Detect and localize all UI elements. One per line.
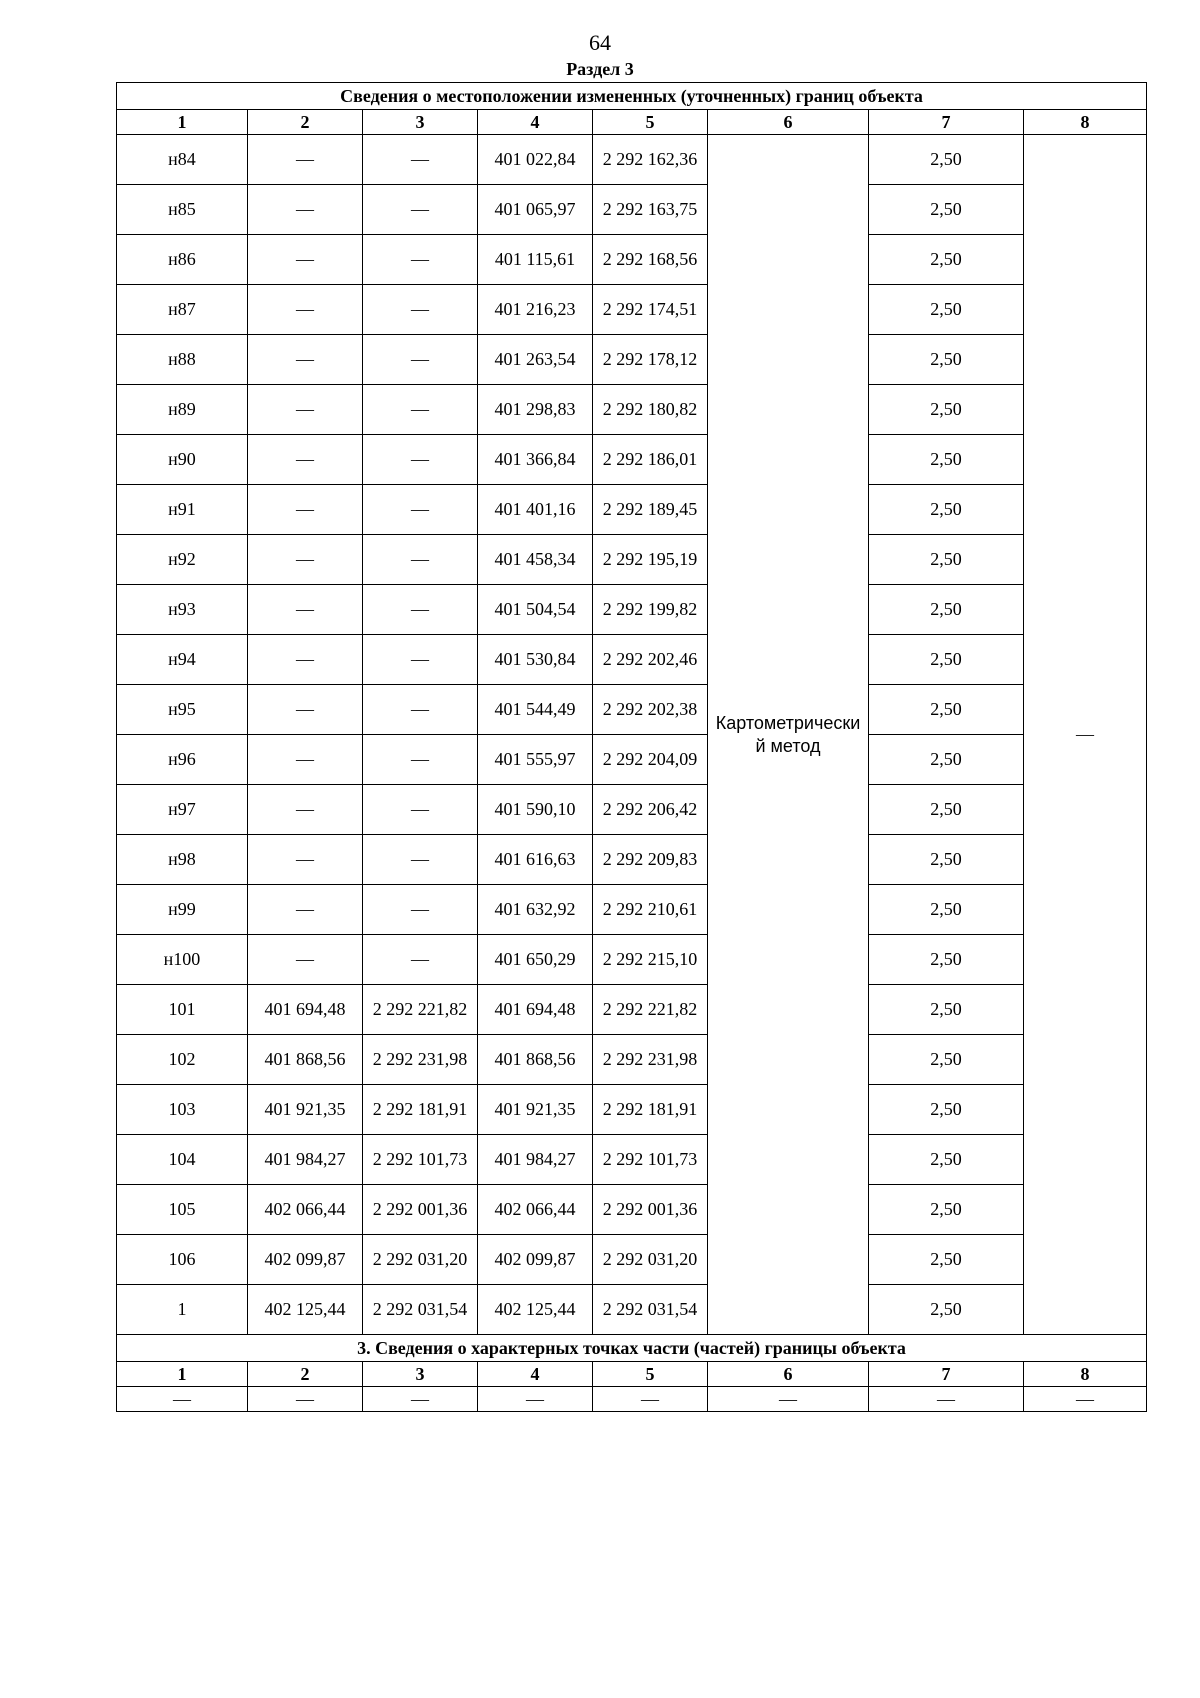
cell-c1: 103 xyxy=(117,1085,248,1135)
cell-c1: н98 xyxy=(117,835,248,885)
cell-c2: — xyxy=(248,685,363,735)
table-row xyxy=(117,685,1147,735)
cell-c7: 2,50 xyxy=(869,485,1024,535)
cell-c7: 2,50 xyxy=(869,135,1024,185)
cell-c2: — xyxy=(248,285,363,335)
table-row xyxy=(117,735,1147,785)
column-number: 5 xyxy=(593,110,708,135)
table2-title-row xyxy=(117,1335,1147,1362)
cell-c2: 402 125,44 xyxy=(248,1285,363,1335)
cell-c7: 2,50 xyxy=(869,835,1024,885)
col8-cell: — xyxy=(1024,135,1147,1335)
cell-c4: 401 401,16 xyxy=(478,485,593,535)
cell-c5: 2 292 210,61 xyxy=(593,885,708,935)
column-number: 1 xyxy=(117,1362,248,1387)
cell-c2: 401 984,27 xyxy=(248,1135,363,1185)
cell-c4: 401 616,63 xyxy=(478,835,593,885)
cell-c1: н97 xyxy=(117,785,248,835)
cell-c3: 2 292 231,98 xyxy=(363,1035,478,1085)
cell-c7: 2,50 xyxy=(869,585,1024,635)
table-row xyxy=(117,1185,1147,1235)
cell-c2: 402 099,87 xyxy=(248,1235,363,1285)
boundary-table xyxy=(116,82,1147,1412)
cell-c5: 2 292 215,10 xyxy=(593,935,708,985)
cell-c5: 2 292 189,45 xyxy=(593,485,708,535)
cell-c1: н92 xyxy=(117,535,248,585)
cell-c3: — xyxy=(363,885,478,935)
cell-c3: — xyxy=(363,685,478,735)
page-number: 64 xyxy=(589,30,611,55)
cell-c7: 2,50 xyxy=(869,635,1024,685)
cell-c7: 2,50 xyxy=(869,735,1024,785)
cell-c5: 2 292 101,73 xyxy=(593,1135,708,1185)
cell-c5: 2 292 202,38 xyxy=(593,685,708,735)
cell-c3: — xyxy=(363,535,478,585)
cell-c7: 2,50 xyxy=(869,885,1024,935)
column-number: 4 xyxy=(478,1362,593,1387)
cell-c2: — xyxy=(248,785,363,835)
column-number: 3 xyxy=(363,110,478,135)
cell-c1: 104 xyxy=(117,1135,248,1185)
cell-c5: 2 292 231,98 xyxy=(593,1035,708,1085)
cell-c4: 401 366,84 xyxy=(478,435,593,485)
cell-c4: 401 022,84 xyxy=(478,135,593,185)
cell-c2: — xyxy=(248,835,363,885)
cell-c7: 2,50 xyxy=(869,435,1024,485)
cell-c5: 2 292 031,20 xyxy=(593,1235,708,1285)
cell-c2: 401 868,56 xyxy=(248,1035,363,1085)
cell-c1: н87 xyxy=(117,285,248,335)
cell-c2: 401 921,35 xyxy=(248,1085,363,1135)
column-number: 8 xyxy=(1024,110,1147,135)
cell-c3: — xyxy=(363,835,478,885)
table-row xyxy=(117,635,1147,685)
table-row xyxy=(117,435,1147,485)
cell-c3: 2 292 001,36 xyxy=(363,1185,478,1235)
cell-c2: — xyxy=(248,535,363,585)
cell-c1: 1 xyxy=(117,1285,248,1335)
cell-c5: 2 292 209,83 xyxy=(593,835,708,885)
table-row xyxy=(117,385,1147,435)
column-number: 7 xyxy=(869,1362,1024,1387)
column-number: 1 xyxy=(117,110,248,135)
column-number: 6 xyxy=(708,110,869,135)
cell-c5: 2 292 174,51 xyxy=(593,285,708,335)
cell-c3: 2 292 031,54 xyxy=(363,1285,478,1335)
cell-c1: 101 xyxy=(117,985,248,1035)
cell-c2: — xyxy=(248,435,363,485)
cell-c5: 2 292 195,19 xyxy=(593,535,708,585)
cell-c7: 2,50 xyxy=(869,1285,1024,1335)
cell-c4: 401 868,56 xyxy=(478,1035,593,1085)
empty-cell: — xyxy=(593,1387,708,1412)
cell-c4: 401 530,84 xyxy=(478,635,593,685)
table-row xyxy=(117,335,1147,385)
empty-cell: — xyxy=(869,1387,1024,1412)
cell-c4: 401 065,97 xyxy=(478,185,593,235)
cell-c3: — xyxy=(363,235,478,285)
table-row xyxy=(117,135,1147,185)
cell-c5: 2 292 001,36 xyxy=(593,1185,708,1235)
table1-title: Сведения о местоположении измененных (уточненных) границ объекта xyxy=(117,83,1147,110)
table-row xyxy=(117,1085,1147,1135)
cell-c4: 402 125,44 xyxy=(478,1285,593,1335)
table-row xyxy=(117,835,1147,885)
cell-c4: 401 263,54 xyxy=(478,335,593,385)
cell-c7: 2,50 xyxy=(869,935,1024,985)
column-number: 4 xyxy=(478,110,593,135)
table-row xyxy=(117,885,1147,935)
cell-c4: 401 458,34 xyxy=(478,535,593,585)
cell-c4: 401 921,35 xyxy=(478,1085,593,1135)
cell-c5: 2 292 163,75 xyxy=(593,185,708,235)
table1-title-row xyxy=(117,83,1147,110)
column-number: 2 xyxy=(248,1362,363,1387)
table2-column-numbers xyxy=(117,1362,1147,1387)
cell-c4: 401 984,27 xyxy=(478,1135,593,1185)
table-row xyxy=(117,935,1147,985)
table-row xyxy=(117,985,1147,1035)
cell-c2: — xyxy=(248,635,363,685)
cell-c7: 2,50 xyxy=(869,385,1024,435)
cell-c2: — xyxy=(248,735,363,785)
cell-c4: 401 504,54 xyxy=(478,585,593,635)
cell-c3: 2 292 101,73 xyxy=(363,1135,478,1185)
cell-c5: 2 292 181,91 xyxy=(593,1085,708,1135)
cell-c7: 2,50 xyxy=(869,785,1024,835)
cell-c7: 2,50 xyxy=(869,1035,1024,1085)
cell-c5: 2 292 162,36 xyxy=(593,135,708,185)
table-row xyxy=(117,1135,1147,1185)
cell-c7: 2,50 xyxy=(869,685,1024,735)
column-number: 2 xyxy=(248,110,363,135)
cell-c4: 401 216,23 xyxy=(478,285,593,335)
cell-c7: 2,50 xyxy=(869,185,1024,235)
cell-c3: — xyxy=(363,285,478,335)
cell-c1: н84 xyxy=(117,135,248,185)
cell-c5: 2 292 178,12 xyxy=(593,335,708,385)
column-number: 7 xyxy=(869,110,1024,135)
cell-c1: н90 xyxy=(117,435,248,485)
cell-c7: 2,50 xyxy=(869,1135,1024,1185)
column-number: 8 xyxy=(1024,1362,1147,1387)
table1-column-numbers xyxy=(117,110,1147,135)
cell-c5: 2 292 199,82 xyxy=(593,585,708,635)
cell-c3: — xyxy=(363,735,478,785)
cell-c2: — xyxy=(248,185,363,235)
cell-c1: н93 xyxy=(117,585,248,635)
method-cell: Картометрический метод xyxy=(708,135,869,1335)
table-row xyxy=(117,1285,1147,1335)
cell-c2: — xyxy=(248,485,363,535)
table-row xyxy=(117,535,1147,585)
cell-c4: 401 650,29 xyxy=(478,935,593,985)
cell-c2: — xyxy=(248,885,363,935)
column-number: 6 xyxy=(708,1362,869,1387)
table-row xyxy=(117,785,1147,835)
table-row xyxy=(117,235,1147,285)
cell-c3: — xyxy=(363,335,478,385)
cell-c5: 2 292 202,46 xyxy=(593,635,708,685)
cell-c5: 2 292 168,56 xyxy=(593,235,708,285)
cell-c5: 2 292 221,82 xyxy=(593,985,708,1035)
cell-c7: 2,50 xyxy=(869,235,1024,285)
cell-c3: — xyxy=(363,485,478,535)
section-title: Раздел 3 xyxy=(566,59,634,79)
cell-c2: — xyxy=(248,135,363,185)
cell-c7: 2,50 xyxy=(869,985,1024,1035)
table-row xyxy=(117,1235,1147,1285)
column-number: 5 xyxy=(593,1362,708,1387)
cell-c3: — xyxy=(363,135,478,185)
cell-c5: 2 292 031,54 xyxy=(593,1285,708,1335)
cell-c4: 402 099,87 xyxy=(478,1235,593,1285)
cell-c7: 2,50 xyxy=(869,1085,1024,1135)
cell-c5: 2 292 180,82 xyxy=(593,385,708,435)
cell-c1: н100 xyxy=(117,935,248,985)
cell-c2: — xyxy=(248,235,363,285)
cell-c1: 106 xyxy=(117,1235,248,1285)
cell-c3: — xyxy=(363,585,478,635)
cell-c1: н96 xyxy=(117,735,248,785)
cell-c7: 2,50 xyxy=(869,1235,1024,1285)
cell-c3: — xyxy=(363,185,478,235)
cell-c1: н85 xyxy=(117,185,248,235)
cell-c2: — xyxy=(248,935,363,985)
empty-cell: — xyxy=(1024,1387,1147,1412)
column-number: 3 xyxy=(363,1362,478,1387)
table2-title: 3. Сведения о характерных точках части (частей) границы объекта xyxy=(117,1335,1147,1362)
cell-c4: 401 694,48 xyxy=(478,985,593,1035)
cell-c5: 2 292 206,42 xyxy=(593,785,708,835)
table-row xyxy=(117,485,1147,535)
empty-cell: — xyxy=(478,1387,593,1412)
cell-c4: 401 590,10 xyxy=(478,785,593,835)
table-row xyxy=(117,1387,1147,1412)
table-row xyxy=(117,1035,1147,1085)
cell-c5: 2 292 186,01 xyxy=(593,435,708,485)
cell-c4: 402 066,44 xyxy=(478,1185,593,1235)
cell-c2: — xyxy=(248,385,363,435)
cell-c3: 2 292 181,91 xyxy=(363,1085,478,1135)
cell-c3: — xyxy=(363,785,478,835)
empty-cell: — xyxy=(117,1387,248,1412)
cell-c1: н89 xyxy=(117,385,248,435)
cell-c3: — xyxy=(363,435,478,485)
cell-c7: 2,50 xyxy=(869,335,1024,385)
cell-c3: 2 292 221,82 xyxy=(363,985,478,1035)
cell-c1: н91 xyxy=(117,485,248,535)
table-row xyxy=(117,585,1147,635)
table-row xyxy=(117,285,1147,335)
cell-c1: н86 xyxy=(117,235,248,285)
cell-c2: — xyxy=(248,335,363,385)
empty-cell: — xyxy=(363,1387,478,1412)
cell-c4: 401 632,92 xyxy=(478,885,593,935)
cell-c2: — xyxy=(248,585,363,635)
cell-c1: 105 xyxy=(117,1185,248,1235)
cell-c7: 2,50 xyxy=(869,1185,1024,1235)
cell-c4: 401 115,61 xyxy=(478,235,593,285)
cell-c7: 2,50 xyxy=(869,285,1024,335)
cell-c2: 401 694,48 xyxy=(248,985,363,1035)
cell-c1: н99 xyxy=(117,885,248,935)
cell-c4: 401 544,49 xyxy=(478,685,593,735)
table-row xyxy=(117,185,1147,235)
cell-c4: 401 555,97 xyxy=(478,735,593,785)
cell-c3: — xyxy=(363,385,478,435)
cell-c1: н94 xyxy=(117,635,248,685)
cell-c2: 402 066,44 xyxy=(248,1185,363,1235)
cell-c1: 102 xyxy=(117,1035,248,1085)
empty-cell: — xyxy=(248,1387,363,1412)
cell-c3: — xyxy=(363,935,478,985)
cell-c3: — xyxy=(363,635,478,685)
cell-c1: н88 xyxy=(117,335,248,385)
cell-c5: 2 292 204,09 xyxy=(593,735,708,785)
cell-c7: 2,50 xyxy=(869,535,1024,585)
cell-c3: 2 292 031,20 xyxy=(363,1235,478,1285)
empty-cell: — xyxy=(708,1387,869,1412)
cell-c4: 401 298,83 xyxy=(478,385,593,435)
cell-c1: н95 xyxy=(117,685,248,735)
